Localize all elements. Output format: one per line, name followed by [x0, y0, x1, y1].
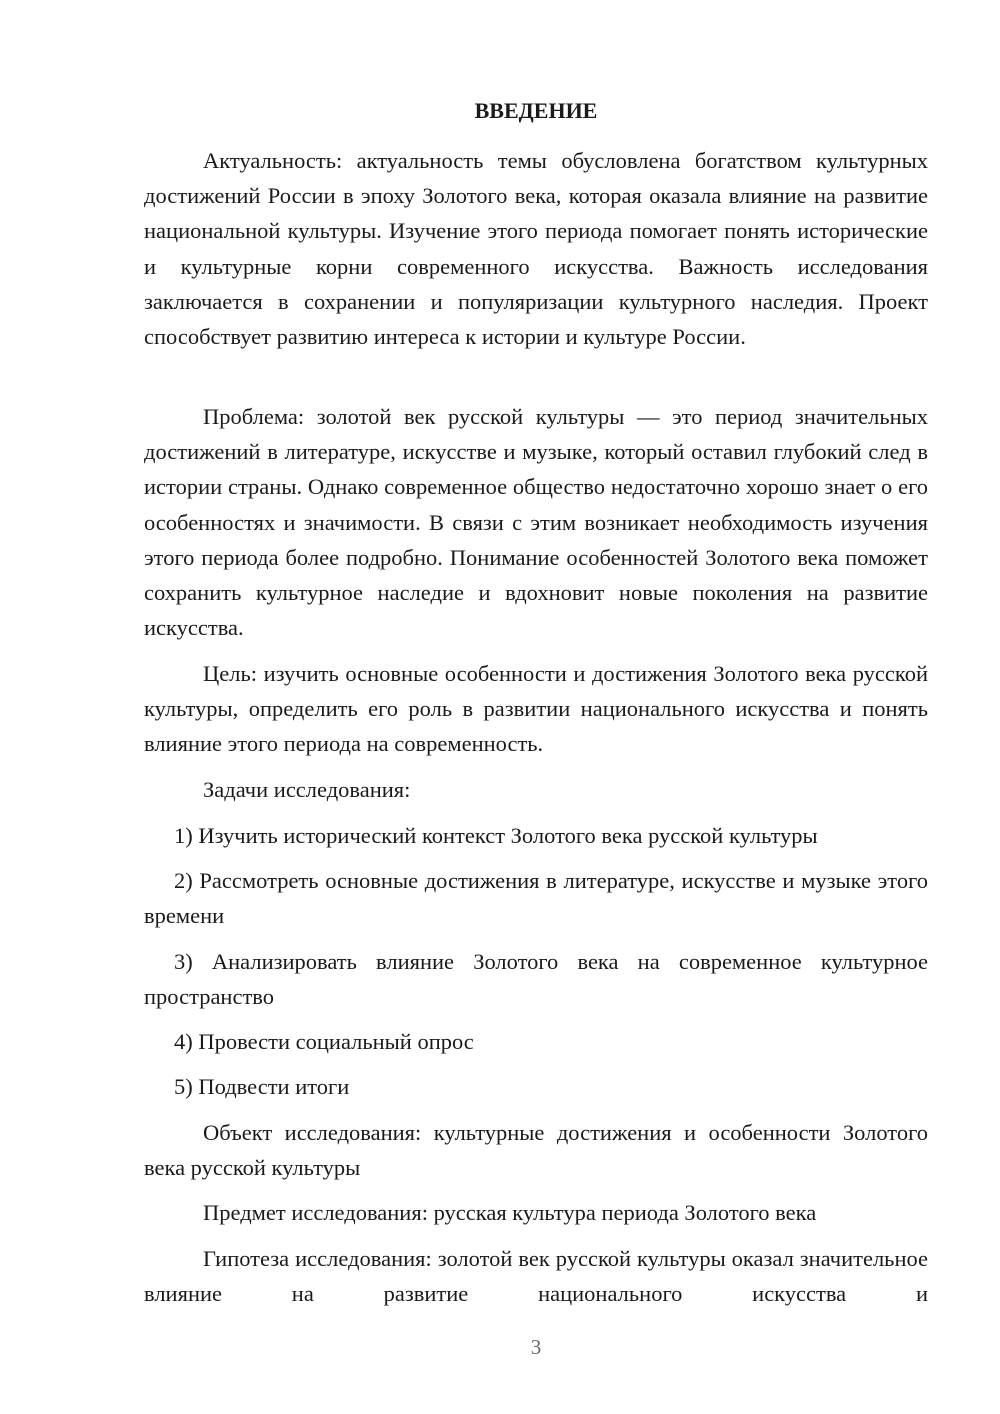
task-item: 1) Изучить исторический контекст Золотого века русской культуры: [174, 823, 818, 848]
object-paragraph: Объект исследования: культурные достижения и особенности Золотого века русской культуры: [144, 1120, 928, 1181]
task-item: 5) Подвести итоги: [174, 1074, 350, 1099]
subject-paragraph: Предмет исследования: русская культура периода Золотого века: [203, 1200, 817, 1225]
task-item: 3) Анализировать влияние Золотого века на современное культурное пространство: [144, 949, 928, 1010]
goal-paragraph: Цель: изучить основные особенности и достижения Золотого века русской культуры, определить его роль в развитии национального искусства и понять влияние этого периода на современность.: [144, 661, 928, 757]
section-title: ВВЕДЕНИЕ: [474, 98, 598, 123]
hypothesis-paragraph: Гипотеза исследования: золотой век русской культуры оказал значительное влияние на развитие национального искусства и: [144, 1246, 928, 1307]
task-item: 2) Рассмотреть основные достижения в литературе, искусстве и музыке этого времени: [144, 868, 928, 929]
tasks-heading: Задачи исследования:: [203, 777, 411, 802]
problem-paragraph: Проблема: золотой век русской культуры — это период значительных достижений в литературе, искусстве и музыке, который оставил глубокий след в истории страны. Однако современное общество недостаточно хорошо знает о его особенностях и значимости. В связи с этим возникает необходимость изучения этого периода более подробно. Понимание особенностей Золотого века поможет сохранить культурное наследие и вдохновит новые поколения на развитие искусства.: [144, 404, 928, 641]
relevance-paragraph: Актуальность: актуальность темы обусловлена богатством культурных достижений России в эпоху Золотого века, которая оказала влияние на развитие национальной культуры. Изучение этого периода помогает понять исторические и культурные корни современного искусства. Важность исследования заключается в сохранении и популяризации культурного наследия. Проект способствует развитию интереса к истории и культуре России.: [144, 148, 928, 350]
page-number: 3: [530, 1335, 542, 1359]
task-item: 4) Провести социальный опрос: [174, 1029, 474, 1054]
